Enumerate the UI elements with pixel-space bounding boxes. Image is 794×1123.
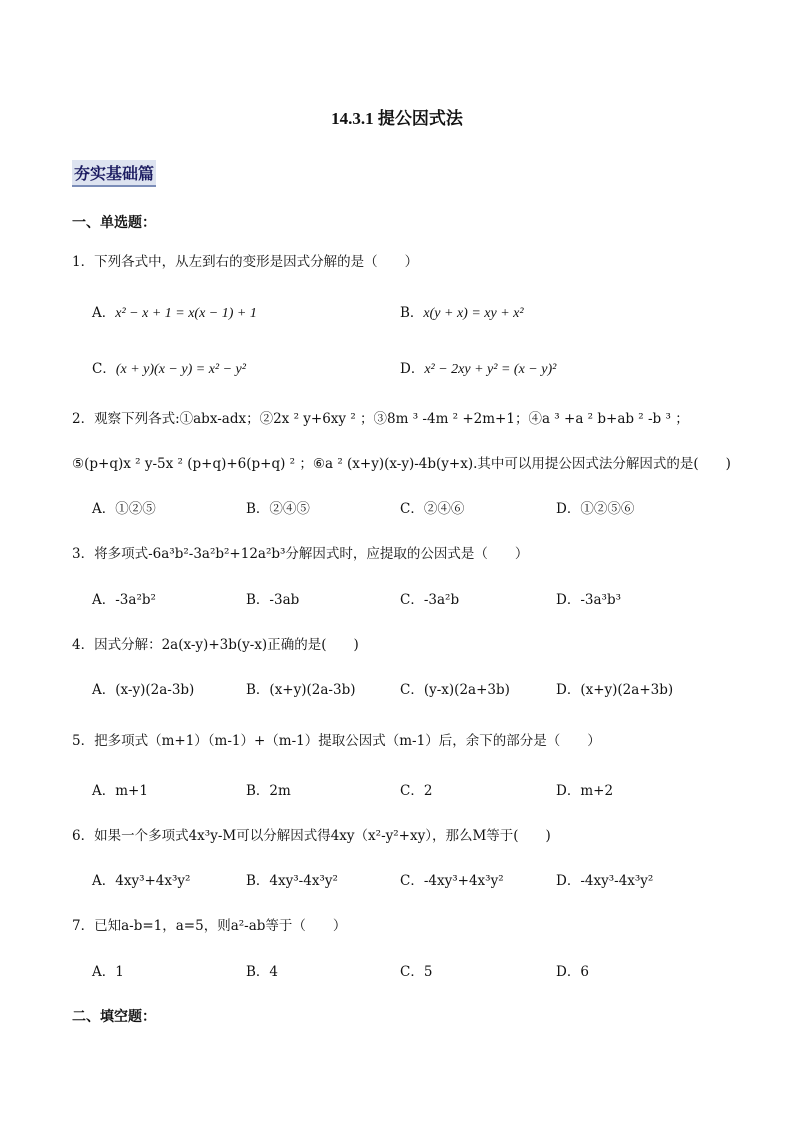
q6-option-c bbox=[400, 869, 504, 889]
q5-option-a bbox=[92, 779, 148, 799]
q5-option-b bbox=[246, 779, 291, 799]
option-text: x(y + x) = xy + x² bbox=[423, 306, 524, 321]
option-letter: A． bbox=[92, 783, 116, 799]
option-text: ①②⑤⑥ bbox=[580, 501, 635, 517]
section-heading-single-choice: 一、单选题： bbox=[72, 215, 156, 231]
option-text: (y-x)(2a+3b) bbox=[423, 682, 510, 698]
question-2-stem-line-1: 2．观察下列各式:①abx-adx；②2x ² y+6xy ² ；③8m ³ -4m ² +2m+1；④a ³ +a ² b+ab ² -b ³ ； bbox=[72, 411, 689, 427]
option-text: 4xy³+4x³y² bbox=[115, 873, 191, 889]
q1-option-b bbox=[400, 301, 524, 322]
option-text: (x+y)(2a-3b) bbox=[269, 682, 356, 698]
option-letter: A． bbox=[92, 305, 116, 321]
option-letter: C． bbox=[92, 361, 116, 377]
option-letter: D． bbox=[556, 783, 581, 799]
question-6-stem: 6．如果一个多项式4x³y-M可以分解因式得4xy（x²-y²+xy），那么M等于( ) bbox=[72, 828, 551, 844]
option-letter: C． bbox=[400, 873, 424, 889]
option-letter: B． bbox=[246, 592, 270, 608]
option-letter: D． bbox=[556, 682, 581, 698]
option-text: 2 bbox=[423, 783, 433, 799]
option-text: 2m bbox=[269, 783, 291, 799]
option-letter: D． bbox=[556, 873, 581, 889]
q7-option-c bbox=[400, 960, 432, 980]
option-letter: B． bbox=[246, 873, 270, 889]
option-letter: C． bbox=[400, 783, 424, 799]
page-title: 14.3.1 提公因式法 bbox=[331, 109, 463, 128]
option-text: ②④⑥ bbox=[423, 501, 465, 517]
option-text: -4xy³-4x³y² bbox=[580, 873, 654, 889]
option-letter: A． bbox=[92, 964, 116, 980]
q6-option-d bbox=[556, 869, 653, 889]
q3-option-a bbox=[92, 588, 156, 608]
option-letter: D． bbox=[556, 501, 581, 517]
option-text: -3a³b³ bbox=[580, 592, 621, 608]
q4-option-a bbox=[92, 678, 194, 698]
option-letter: B． bbox=[246, 682, 270, 698]
q3-option-b bbox=[246, 588, 299, 608]
option-letter: C． bbox=[400, 592, 424, 608]
option-letter: A． bbox=[92, 682, 116, 698]
option-letter: B． bbox=[246, 783, 270, 799]
option-letter: C． bbox=[400, 964, 424, 980]
question-3-stem: 3．将多项式-6a³b²-3a²b²+12a²b³分解因式时，应提取的公因式是（ ） bbox=[72, 546, 529, 562]
q7-option-b bbox=[246, 960, 278, 980]
option-text: (x + y)(x − y) = x² − y² bbox=[115, 362, 246, 377]
q3-option-d bbox=[556, 588, 621, 608]
option-letter: B． bbox=[246, 501, 270, 517]
option-text: ②④⑤ bbox=[269, 501, 310, 517]
option-letter: C． bbox=[400, 501, 424, 517]
option-text: -4xy³+4x³y² bbox=[423, 873, 504, 889]
q2-option-d bbox=[556, 497, 634, 517]
question-1-stem: 1．下列各式中，从左到右的变形是因式分解的是（ ） bbox=[72, 254, 419, 270]
option-text: (x+y)(2a+3b) bbox=[580, 682, 674, 698]
option-letter: D． bbox=[556, 592, 581, 608]
option-text: 1 bbox=[115, 964, 124, 980]
option-text: 4 bbox=[269, 964, 279, 980]
q1-option-d bbox=[400, 357, 556, 378]
option-text: -3ab bbox=[269, 592, 300, 608]
question-5-stem: 5．把多项式（m+1）（m-1）+（m-1）提取公因式（m-1）后，余下的部分是（ ） bbox=[72, 733, 601, 749]
option-letter: A． bbox=[92, 873, 116, 889]
q5-option-c bbox=[400, 779, 432, 799]
option-letter: A． bbox=[92, 592, 116, 608]
option-text: 5 bbox=[423, 964, 433, 980]
q4-option-b bbox=[246, 678, 355, 698]
option-letter: B． bbox=[400, 305, 424, 321]
q5-option-d bbox=[556, 779, 613, 799]
option-text: 4xy³-4x³y² bbox=[269, 873, 338, 889]
option-text: x² − x + 1 = x(x − 1) + 1 bbox=[115, 306, 257, 321]
option-text: -3a²b bbox=[423, 592, 460, 608]
q2-option-a bbox=[92, 497, 156, 517]
option-text: m+2 bbox=[580, 783, 614, 799]
option-letter: D． bbox=[400, 361, 425, 377]
question-4-stem: 4．因式分解：2a(x-y)+3b(y-x)正确的是( ) bbox=[72, 637, 359, 653]
option-text: 6 bbox=[580, 964, 589, 980]
q7-option-a bbox=[92, 960, 124, 980]
q2-option-c bbox=[400, 497, 464, 517]
option-text: -3a²b² bbox=[115, 592, 156, 608]
q6-option-b bbox=[246, 869, 338, 889]
option-letter: C． bbox=[400, 682, 424, 698]
section-heading-fill-in: 二、填空题： bbox=[72, 1009, 156, 1025]
option-text: ①②⑤ bbox=[115, 501, 156, 517]
q3-option-c bbox=[400, 588, 459, 608]
q6-option-a bbox=[92, 869, 190, 889]
q1-option-c bbox=[92, 357, 246, 378]
question-2-stem-line-2: ⑤(p+q)x ² y-5x ² (p+q)+6(p+q) ² ；⑥a ² (x+y)(x-y)-4b(y+x).其中可以用提公因式法分解因式的是( ) bbox=[72, 456, 731, 472]
q4-option-c bbox=[400, 678, 510, 698]
option-text: m+1 bbox=[115, 783, 148, 799]
option-text: x² − 2xy + y² = (x − y)² bbox=[424, 362, 557, 377]
q4-option-d bbox=[556, 678, 673, 698]
option-letter: B． bbox=[246, 964, 270, 980]
option-letter: D． bbox=[556, 964, 581, 980]
q7-option-d bbox=[556, 960, 589, 980]
section-badge: 夯实基础篇 bbox=[72, 160, 156, 187]
option-letter: A． bbox=[92, 501, 116, 517]
question-7-stem: 7．已知a-b=1，a=5，则a²-ab等于（ ） bbox=[72, 918, 347, 934]
q2-option-b bbox=[246, 497, 310, 517]
q1-option-a bbox=[92, 301, 257, 322]
option-text: (x-y)(2a-3b) bbox=[115, 682, 195, 698]
